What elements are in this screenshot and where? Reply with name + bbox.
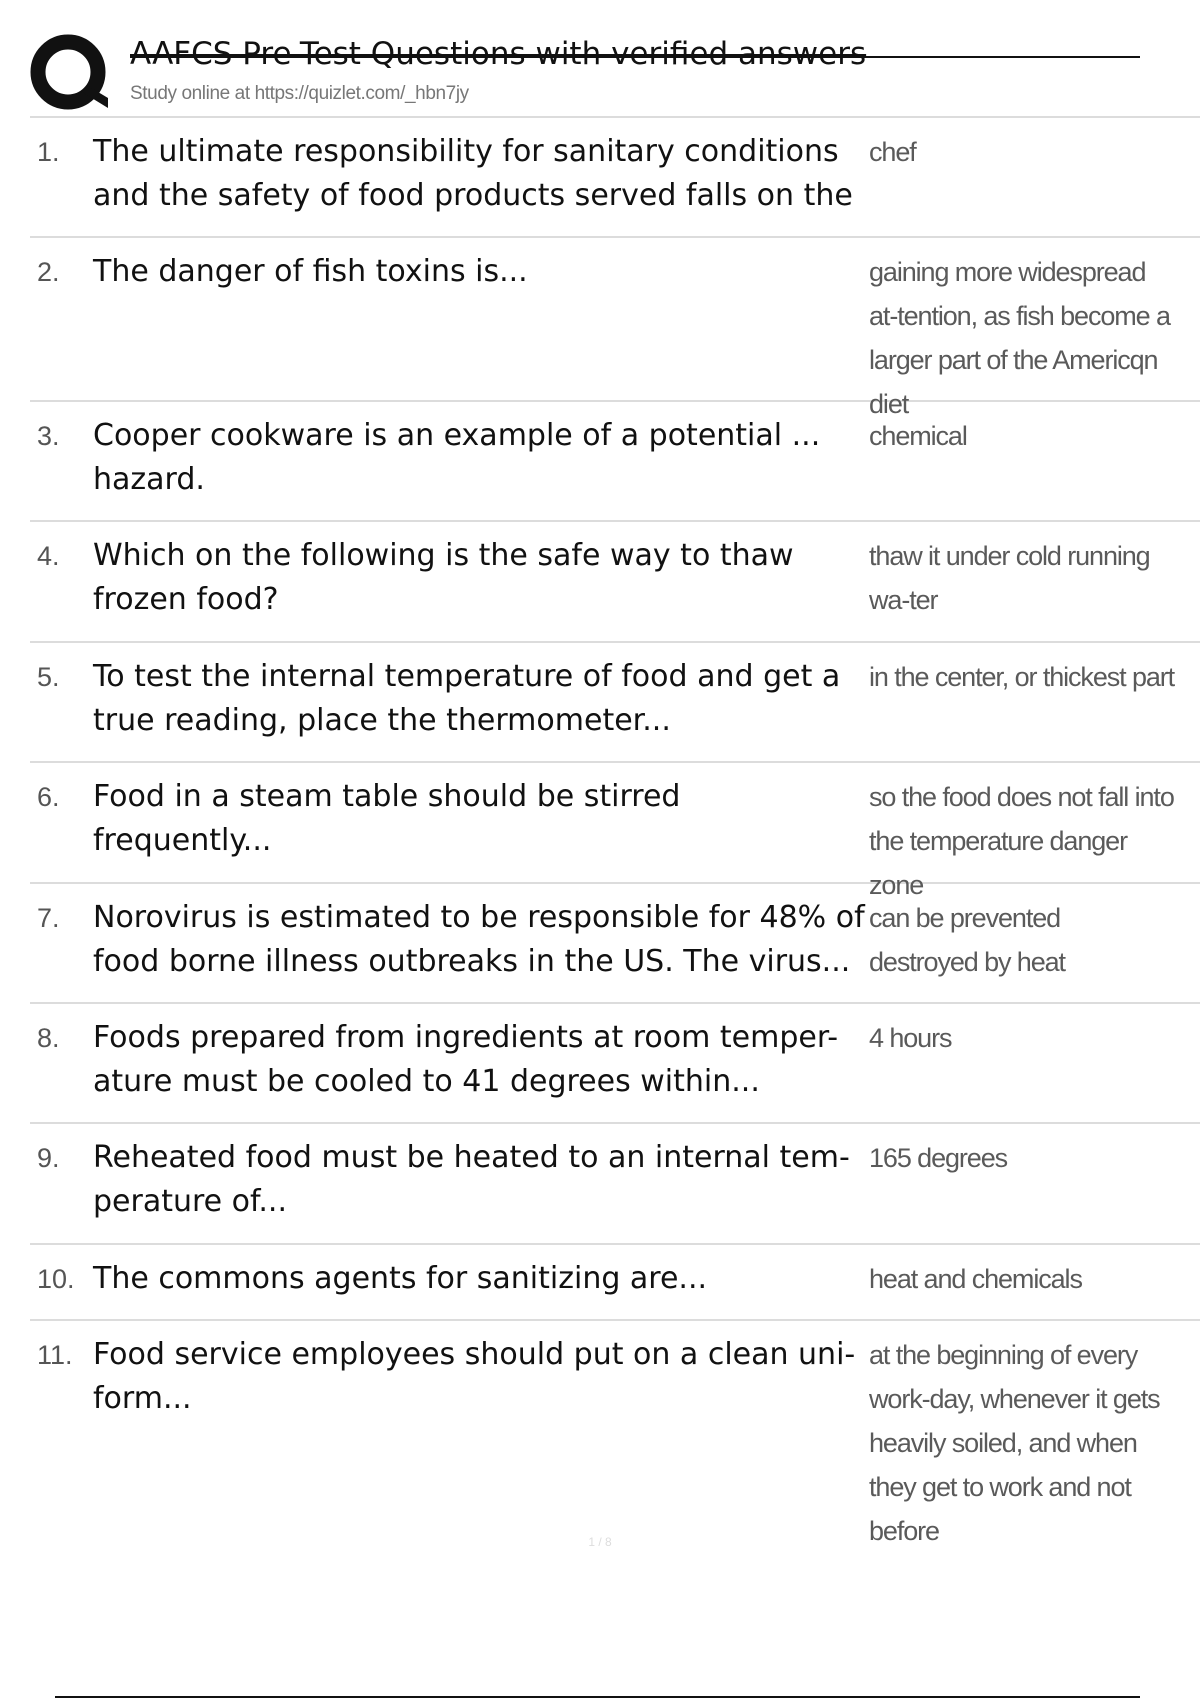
answer-text: gaining more widespread at-tention, as fish become a larger part of the Americqn diet — [869, 257, 1170, 419]
answer-text: in the center, or thickest part — [869, 662, 1175, 692]
question-number: 4. — [37, 541, 60, 571]
question-text: Food in a steam table should be stirred frequently... — [93, 779, 681, 858]
study-online-link[interactable]: Study online at https://quizlet.com/_hbn7jy — [130, 83, 469, 104]
question-text: The danger of fish toxins is... — [93, 254, 528, 289]
answer-text: at the beginning of every work-day, whenever it gets heavily soiled, and when they get to work and not before — [869, 1340, 1160, 1546]
question-row — [30, 882, 1200, 1002]
question-number: 9. — [37, 1143, 60, 1173]
question-number: 6. — [37, 782, 60, 812]
question-number: 3. — [37, 421, 60, 451]
question-text: To test the internal temperature of food and get a true reading, place the thermometer... — [93, 659, 841, 738]
question-text: The commons agents for sanitizing are... — [93, 1261, 708, 1296]
question-number: 10. — [37, 1264, 75, 1294]
question-row — [30, 1122, 1200, 1243]
question-text: Food service employees should put on a clean uni-form... — [93, 1337, 856, 1416]
answer-text: can be prevented destroyed by heat — [869, 903, 1065, 977]
question-number: 7. — [37, 903, 60, 933]
page-header — [30, 28, 1140, 118]
document-title: AAFCS Pre-Test Questions with verified answers — [130, 36, 867, 72]
question-number: 11. — [37, 1340, 73, 1370]
footer-rule — [55, 1696, 1140, 1698]
question-text: The ultimate responsibility for sanitary conditions and the safety of food products served falls on the — [93, 134, 853, 213]
answer-text: thaw it under cold running wa-ter — [869, 541, 1150, 615]
question-row — [30, 641, 1200, 761]
question-number: 5. — [37, 662, 60, 692]
question-text: Which on the following is the safe way to thaw frozen food? — [93, 538, 794, 617]
question-text: Norovirus is estimated to be responsible for 48% of food borne illness outbreaks in the US. The virus... — [93, 900, 865, 979]
question-number: 1. — [37, 137, 60, 167]
quizlet-logo-icon — [30, 32, 112, 114]
question-row — [30, 236, 1200, 419]
question-text: Reheated food must be heated to an internal tem-perature of... — [93, 1140, 850, 1219]
question-row — [30, 1002, 1200, 1122]
answer-text: 4 hours — [869, 1023, 952, 1053]
question-row — [30, 116, 1200, 236]
question-row — [30, 761, 1200, 900]
question-text: Foods prepared from ingredients at room temper-ature must be cooled to 41 degrees within... — [93, 1020, 839, 1099]
answer-text: chef — [869, 137, 916, 167]
answer-text: 165 degrees — [869, 1143, 1008, 1173]
question-text: Cooper cookware is an example of a potential ... hazard. — [93, 418, 821, 497]
page-number: 1 / 8 — [588, 1535, 612, 1549]
question-number: 8. — [37, 1023, 60, 1053]
answer-text: heat and chemicals — [869, 1264, 1082, 1294]
question-row — [30, 520, 1200, 641]
answer-text: chemical — [869, 421, 967, 451]
question-row — [30, 400, 1200, 520]
question-number: 2. — [37, 257, 60, 287]
answer-text: so the food does not fall into the temperature danger zone — [869, 782, 1174, 900]
question-row — [30, 1243, 1200, 1319]
